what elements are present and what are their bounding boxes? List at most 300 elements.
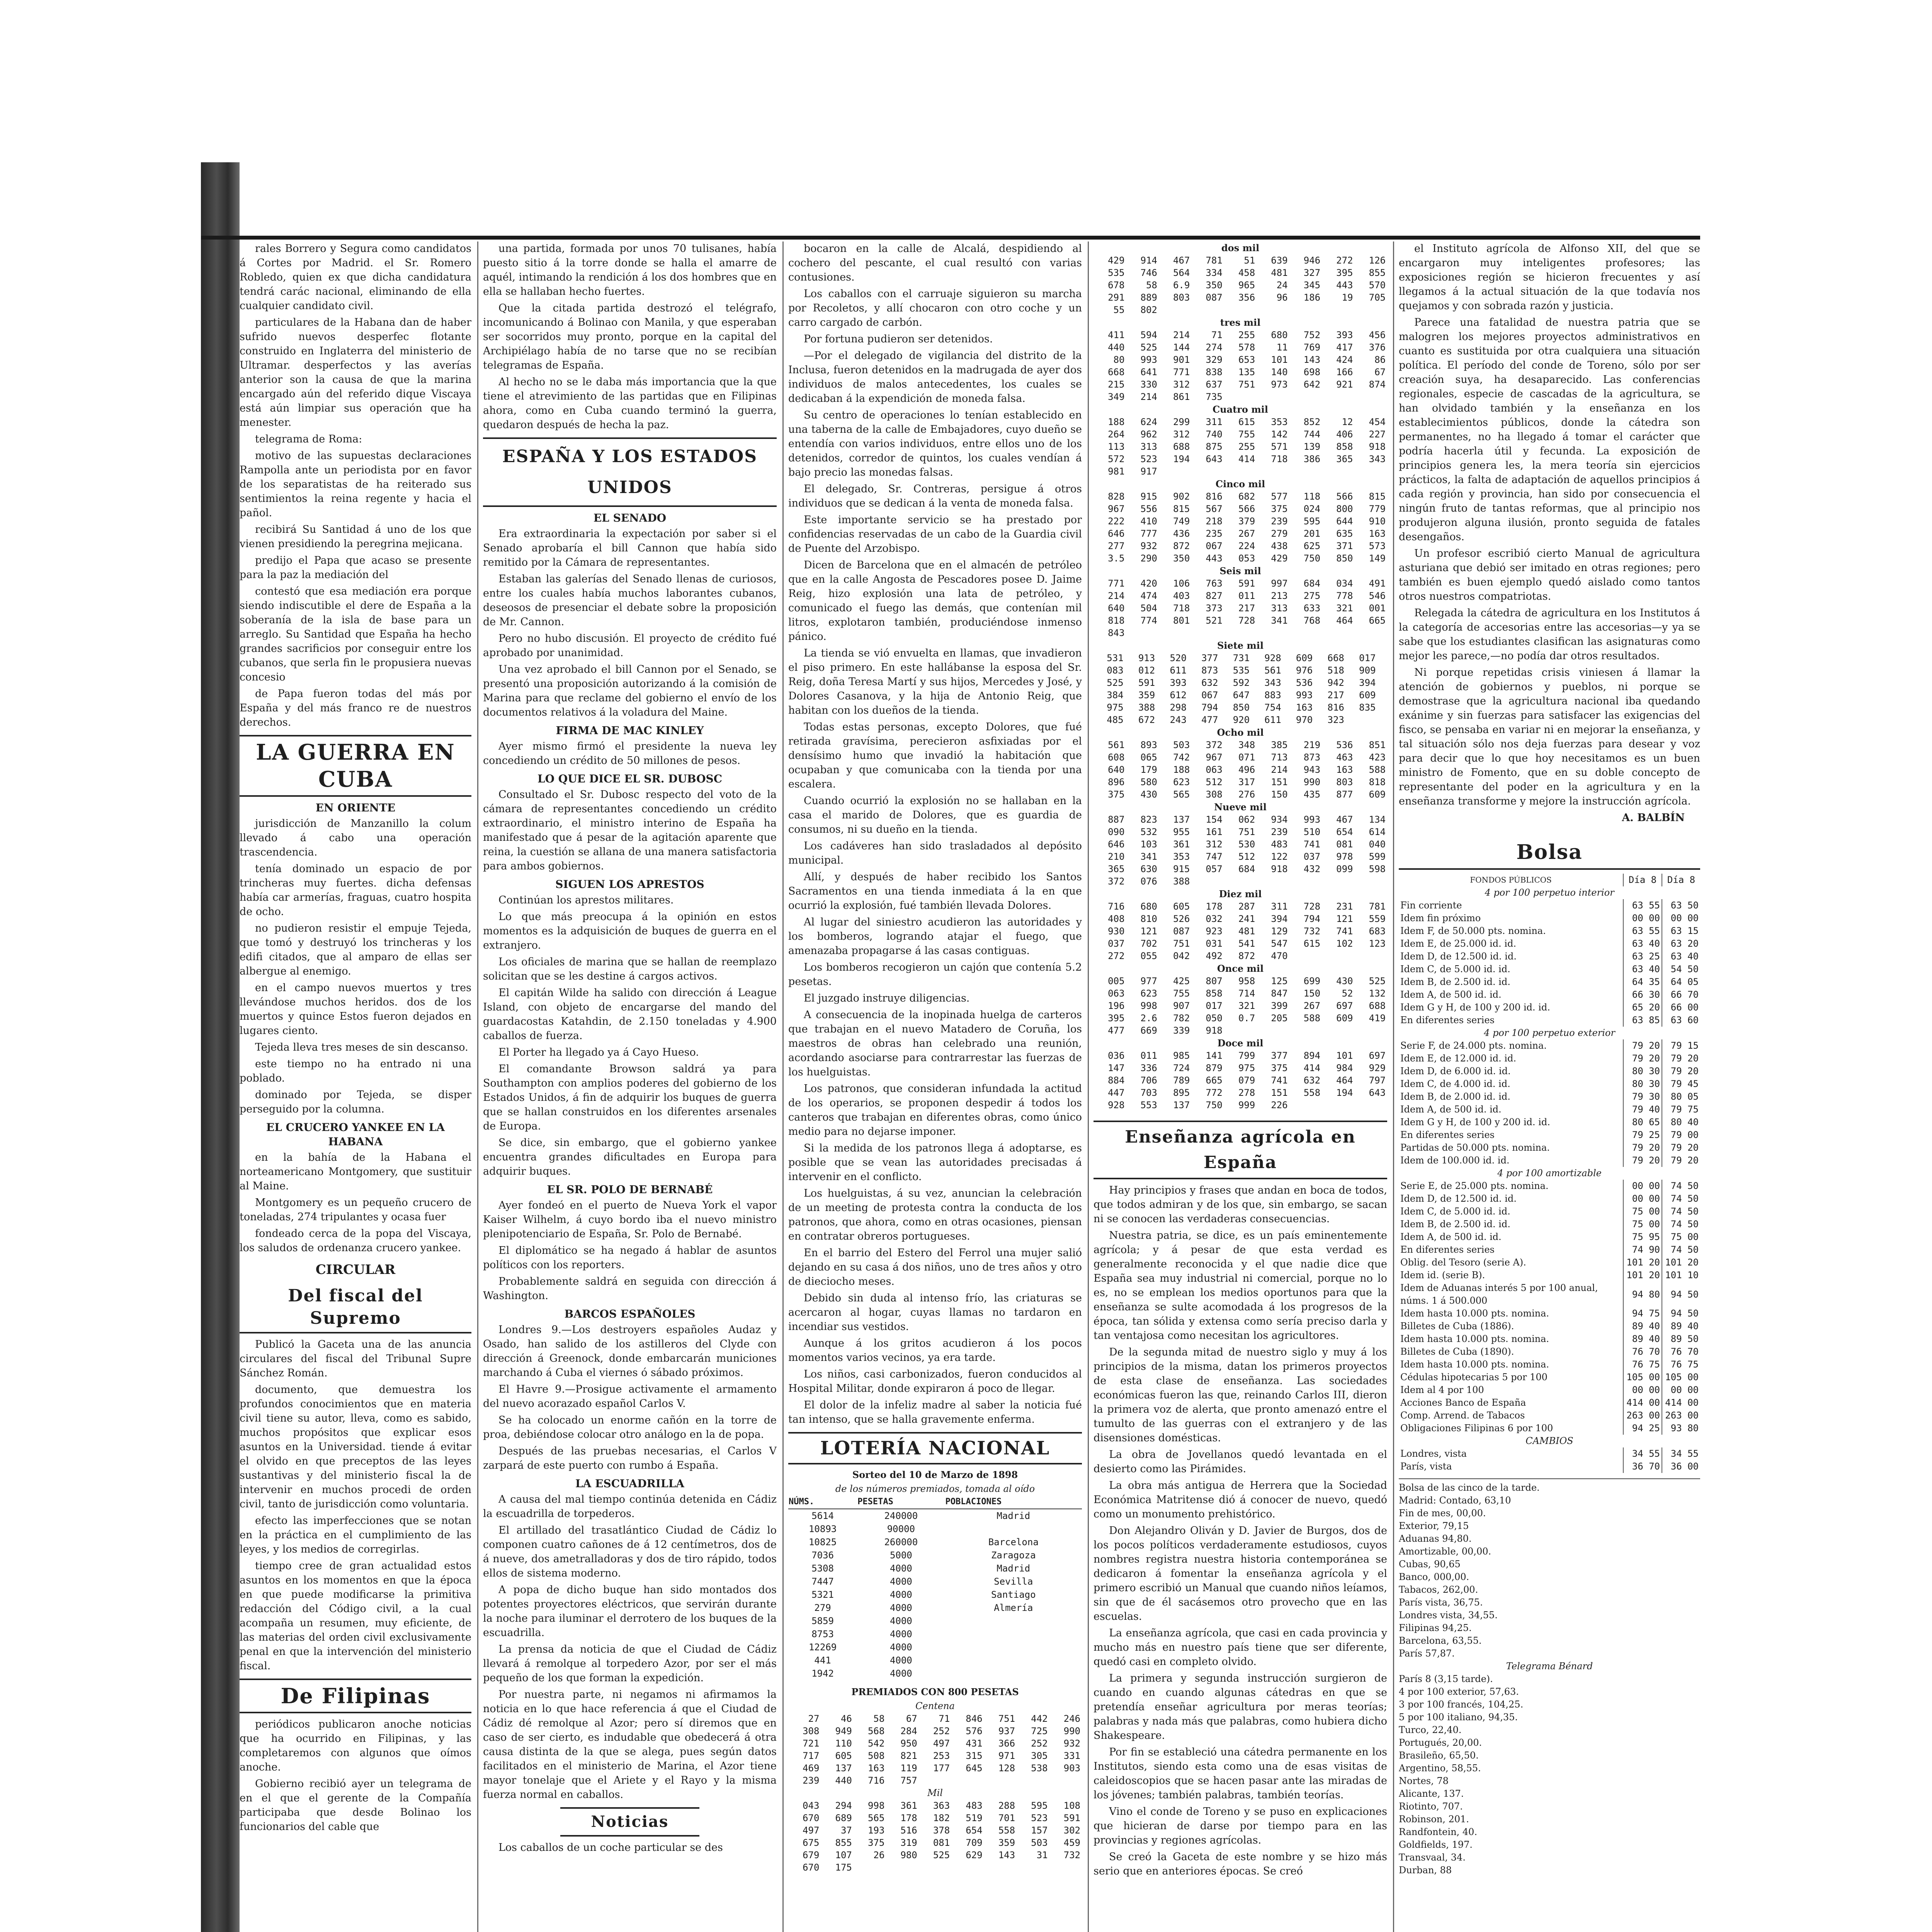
number-cell: 751 (1238, 827, 1255, 837)
paragraph: Nuestra patria, se dice, es un país eminentemente agrícola; y á pesar de que esta verdad es generalmente reconocida y el que nadie dice que España sea muy industrial ni comercial, porque no lo es, no se emplean los medios oportunos para que la enseñanza se sulte acomodada á los progresos de la época, tan sólida y extensa como sería preciso darla y tan ventajosa como necesitan los agricultores. (1094, 1230, 1387, 1342)
number-cell: 053 (1238, 553, 1255, 564)
number-cell: 186 (1303, 292, 1321, 303)
number-row (1094, 391, 1387, 403)
number-cell: 287 (1238, 901, 1255, 912)
number-row (1094, 440, 1387, 453)
number-cell: 772 (1206, 1087, 1223, 1098)
number-cell (854, 1861, 886, 1874)
number-cell: 365 (1336, 454, 1353, 464)
paragraph: La obra de Jovellanos quedó levantada en el desierto como las Pirámides. (1094, 1449, 1387, 1475)
number-cell: 496 (1238, 764, 1255, 775)
number-row (1094, 527, 1387, 540)
number-cell: 431 (966, 1738, 983, 1749)
number-cell: 86 (1374, 354, 1386, 365)
number-cell: 142 (1271, 429, 1288, 440)
paragraph: El comandante Browson saldrá ya para Southampton con amplios poderes del gobierno de los Estados Unidos, á fin de adquirir los buques de guerra que se hallan construidos en los diferentes arsenales de Europa. (483, 1063, 777, 1132)
number-cell: 873 (1201, 665, 1218, 676)
bolsa-item-label: Idem G y H, de 100 y 200 id. id. (1400, 1002, 1550, 1013)
number-cell: 447 (1108, 1087, 1125, 1098)
number-cell: 740 (1206, 429, 1223, 440)
bolsa-value: 80 30 (1623, 1078, 1662, 1090)
number-cell: 253 (933, 1750, 950, 1761)
number-cell: 149 (1369, 553, 1386, 564)
number-cell: 414 (1238, 454, 1255, 464)
number-cell: 741 (1336, 926, 1353, 937)
bolsa-value: 79 00 (1662, 1129, 1700, 1141)
number-cell: 721 (803, 1738, 820, 1749)
table-row (1399, 1231, 1700, 1243)
number-row (1094, 677, 1387, 689)
paragraph: La tienda se vió envuelta en llamas, que invadieron el piso primero. En este hallábanse la esposa del Sr. Reig, doña Teresa Martí y sus hijos, Mercedes y José, y Dolores Casanova, y la hija de Antonio Reig, que habitan con los dueños de la tienda. (788, 647, 1082, 716)
number-cell: 535 (1108, 267, 1125, 278)
number-cell: 52 (1342, 988, 1353, 999)
table-row (788, 1667, 1082, 1680)
number-cell: 128 (998, 1763, 1015, 1774)
number-cell: 998 (867, 1800, 885, 1811)
number-cell: 011 (1140, 1050, 1157, 1061)
number-cell: 339 (1173, 1025, 1190, 1036)
number-cell: 637 (1206, 379, 1223, 390)
number-cell: 858 (1336, 441, 1353, 452)
number-cell: 081 (933, 1837, 950, 1848)
number-cell: 970 (1296, 714, 1313, 725)
number-cell: 633 (1303, 603, 1321, 614)
number-cell: 918 (1206, 1025, 1223, 1036)
bolsa-value: 63 55 (1623, 925, 1662, 937)
bolsa-value: 36 00 (1662, 1460, 1700, 1473)
paragraph: el Instituto agrícola de Alfonso XII, del que se encargaron muy inteligentes profesores; las exposiciones región se hicieron frecuentes y así llegamos á la actual situación de la que todavía nos quejamos y con sobrada razón y justicia. (1399, 243, 1700, 312)
number-cell: 80 (1113, 354, 1125, 365)
number-cell: 157 (1031, 1825, 1048, 1836)
table-row (788, 1601, 1082, 1614)
lottery-date: Sorteo del 10 de Marzo de 1898 (852, 1469, 1018, 1480)
bolsa-item-label: Idem C, de 5.000 id. id. (1400, 1206, 1510, 1217)
number-cell: 929 (1369, 1063, 1386, 1073)
number-cell: 126 (1369, 255, 1386, 266)
number-cell: 246 (1063, 1713, 1080, 1724)
number-cell: 311 (1206, 417, 1223, 427)
number-cell (1017, 1774, 1049, 1787)
column-3 (788, 242, 1082, 1932)
number-cell: 308 (1206, 789, 1223, 800)
number-cell: 312 (1173, 379, 1190, 390)
number-cell (1322, 465, 1354, 478)
number-cell: 570 (1369, 280, 1386, 291)
number-cell: 057 (1206, 864, 1223, 874)
number-cell (1191, 875, 1224, 888)
number-cell: 420 (1140, 578, 1157, 589)
table-cell: 5000 (889, 1550, 912, 1561)
number-cell: 076 (1140, 876, 1157, 887)
number-cell: 993 (1303, 814, 1321, 825)
number-cell: 893 (1140, 740, 1157, 750)
table-row (1399, 1103, 1700, 1116)
bolsa-value: 263 00 (1662, 1409, 1700, 1422)
number-row (1094, 975, 1387, 987)
number-cell: 591 (1138, 677, 1155, 688)
number-row (1094, 1074, 1387, 1087)
table-row (1399, 1447, 1700, 1460)
column-2 (483, 242, 777, 1932)
number-cell: 079 (1238, 1075, 1255, 1086)
number-cell: 932 (1140, 541, 1157, 551)
number-row (1094, 1049, 1387, 1062)
number-cell: 440 (835, 1775, 852, 1786)
table-cell: 10825 (808, 1537, 837, 1548)
number-cell: 895 (1173, 1087, 1190, 1098)
number-cell: 226 (1271, 1100, 1288, 1111)
number-cell: 087 (1173, 926, 1190, 937)
number-cell: 403 (1173, 590, 1190, 601)
number-cell: 477 (1108, 1025, 1125, 1036)
number-cell: 923 (1206, 926, 1223, 937)
number-cell: 298 (1170, 702, 1187, 713)
number-cell: 96 (1276, 292, 1288, 303)
number-row (1094, 552, 1387, 565)
subheading: EL CRUCERO YANKEE EN LA HABANA (266, 1121, 445, 1148)
number-cell (1257, 875, 1289, 888)
number-cell (1322, 1024, 1354, 1037)
number-cell: 680 (1271, 330, 1288, 340)
paragraph: Los huelguistas, á su vez, anuncian la celebración de un meeting de protesta contra la conducta de los patronos, que ahora, como en otras ocasiones, piensan en contratar obreros portugueses. (788, 1187, 1082, 1242)
bolsa-closing-line: Cubas, 90,65 (1399, 1559, 1461, 1570)
lottery-group-label: Ocho mil (1217, 727, 1264, 738)
number-cell: 519 (966, 1813, 983, 1823)
number-cell: 063 (1206, 764, 1223, 775)
paragraph: Cuando ocurrió la explosión no se hallaban en la casa el marido de Dolores, que es guardia de consumos, ni su dueño en la tienda. (788, 795, 1082, 835)
number-cell: 823 (1140, 814, 1157, 825)
paragraph: Parece una fatalidad de nuestra patria que se malogren los mejores proyectos administrativos en cuanto es sustituida por otra cualquiera una situación política. El período del conde de Toreno, sólo por ser creación suya, ha desaparecido. Las conferencias regionales, especie de cascadas de la agricultura, se han olvidado también y la enseñanza en los establecimientos públicos, donde la cátedra son permanentes, no ha llegado á tomar el carácter que podría hacerla útil y fecunda. La exposición de principios genera les, la mera teoría sin ejercicios prácticos, la falta de adaptación de aquellos principios á cada región y provincia, han sido por consecuencia el ningún fruto de tantas reformas, que al principio nos produjeron alguna ilusión, pronto seguida de fatales desengaños. (1399, 316, 1700, 543)
number-cell: 769 (1303, 342, 1321, 353)
number-cell: 802 (1140, 304, 1157, 315)
number-cell: 144 (1173, 342, 1190, 353)
number-row (1094, 776, 1387, 788)
number-cell: 067 (1201, 690, 1218, 701)
bolsa-value: 75 00 (1623, 1205, 1662, 1218)
number-cell: 331 (1063, 1750, 1080, 1761)
table-row (788, 1654, 1082, 1667)
number-cell (1289, 304, 1322, 316)
number-cell (951, 1861, 984, 1874)
bolsa-group-label: 4 por 100 perpetuo exterior (1484, 1027, 1615, 1038)
bolsa-closing-line: Barcelona, 63,55. (1399, 1635, 1482, 1646)
table-cell: Almería (994, 1602, 1033, 1613)
number-cell: 134 (1369, 814, 1386, 825)
number-cell: 827 (1206, 590, 1223, 601)
number-cell: 624 (1140, 417, 1157, 427)
number-cell: 375 (867, 1837, 885, 1848)
number-cell: 684 (1238, 864, 1255, 874)
number-cell: 997 (1271, 578, 1288, 589)
paragraph: Un profesor escribió cierto Manual de agricultura asturiana que debió ser imitado en otras regiones; pero también es buen ejemplo quedó aislado como tantos otros nuestros compatriotas. (1399, 548, 1700, 602)
paragraph: dominado por Tejeda, se disper perseguido por la columna. (240, 1089, 471, 1115)
table-row (1399, 1460, 1700, 1473)
number-cell: 561 (1264, 665, 1281, 676)
bolsa-item-label: Partidas de 50.000 pts. nomina. (1400, 1142, 1550, 1153)
number-cell (1159, 465, 1191, 478)
number-cell: 609 (1336, 1013, 1353, 1024)
number-cell: 147 (1108, 1063, 1125, 1073)
number-row (1094, 354, 1387, 366)
number-cell: 508 (867, 1750, 885, 1761)
number-cell (1049, 1861, 1082, 1874)
number-cell: 855 (835, 1837, 852, 1848)
number-cell: 920 (1233, 714, 1250, 725)
number-cell: 284 (900, 1726, 917, 1736)
number-cell: 194 (1336, 1087, 1353, 1098)
bolsa-item-label: Idem B, de 2.500 id. id. (1400, 976, 1510, 987)
number-cell: 239 (1271, 516, 1288, 527)
number-cell: 483 (966, 1800, 983, 1811)
number-cell: 732 (1063, 1850, 1080, 1861)
number-cell: 243 (1170, 714, 1187, 725)
paragraph: Después de las pruebas necesarias, el Carlos V zarpará de este puerto con rumbo á España. (483, 1445, 777, 1471)
number-cell: 101 (1271, 354, 1288, 365)
paragraph: Se creó la Gaceta de este nombre y se hizo más serio que en anteriores épocas. Se creó (1094, 1851, 1387, 1877)
number-cell: 313 (1140, 441, 1157, 452)
number-cell: 706 (1140, 1075, 1157, 1086)
number-cell: 884 (1108, 1075, 1125, 1086)
number-cell (1322, 1099, 1354, 1111)
number-cell: 464 (1336, 1075, 1353, 1086)
number-cell: 887 (1108, 814, 1125, 825)
number-cell: 556 (1140, 503, 1157, 514)
number-cell: 408 (1108, 913, 1125, 924)
number-cell: 520 (1170, 653, 1187, 663)
table-row (788, 1628, 1082, 1641)
number-cell: 341 (1140, 851, 1157, 862)
number-cell (1289, 1099, 1322, 1111)
number-cell: 835 (1359, 702, 1376, 713)
number-cell: 255 (1238, 441, 1255, 452)
number-cell: 521 (1206, 615, 1223, 626)
number-cell: 343 (1369, 454, 1386, 464)
number-cell: 750 (1206, 1100, 1223, 1111)
table-row (1399, 1218, 1700, 1231)
number-cell: 005 (1108, 976, 1125, 986)
table-cell: 12269 (808, 1642, 837, 1653)
number-cell: 803 (1173, 292, 1190, 303)
number-cell: 031 (1206, 938, 1223, 949)
bolsa-value: 89 50 (1662, 1333, 1700, 1345)
bolsa-telegram-line: París 8 (3,15 tarde). (1399, 1673, 1493, 1684)
number-cell: 062 (1238, 814, 1255, 825)
bolsa-telegram-line: Brasileño, 65,50. (1399, 1750, 1479, 1761)
number-cell: 042 (1173, 951, 1190, 961)
number-cell: 632 (1303, 1075, 1321, 1086)
number-cell: 424 (1336, 354, 1353, 365)
bolsa-value: 76 70 (1662, 1345, 1700, 1358)
paragraph: Montgomery es un pequeño crucero de toneladas, 274 tripulantes y ocasa fuer (240, 1197, 471, 1223)
number-row (1094, 304, 1387, 316)
number-cell: 605 (1173, 901, 1190, 912)
number-cell: 470 (1271, 951, 1288, 961)
column-header: PESETAS (857, 1495, 945, 1509)
bolsa-telegram-line: Goldfields, 197. (1399, 1839, 1473, 1850)
number-cell: 665 (1206, 1075, 1223, 1086)
bolsa-value: 63 60 (1662, 1014, 1700, 1027)
bolsa-item-label: Idem fin próximo (1400, 913, 1481, 923)
number-cell: 902 (1173, 491, 1190, 502)
number-cell: 728 (1238, 615, 1255, 626)
number-cell: 218 (1206, 516, 1223, 527)
number-row (1094, 291, 1387, 304)
number-cell: 915 (1173, 864, 1190, 874)
table-cell: 4000 (889, 1642, 912, 1653)
number-cell: 137 (1173, 1100, 1190, 1111)
number-cell: 752 (1303, 330, 1321, 340)
bolsa-item-label: Obligaciones Filipinas 6 por 100 (1400, 1423, 1553, 1434)
table-cell (945, 1641, 1082, 1654)
number-cell: 647 (1233, 690, 1250, 701)
number-cell: 828 (1108, 491, 1125, 502)
number-cell: 980 (900, 1850, 917, 1861)
number-cell: 744 (1303, 429, 1321, 440)
number-cell: 065 (1140, 752, 1157, 763)
bolsa-closing-line: París 57,87. (1399, 1648, 1455, 1659)
number-cell: 679 (803, 1850, 820, 1861)
number-cell: 532 (1140, 827, 1157, 837)
table-row (788, 1562, 1082, 1575)
paragraph: Ayer fondeó en el puerto de Nueva York el vapor Kaiser Wilhelm, á cuyo bordo iba el nuevo ministro plenipotenciario de España, Sr. Polo de Bernabé. (483, 1199, 777, 1240)
number-cell: 102 (1336, 938, 1353, 949)
table-cell: 260000 (884, 1537, 918, 1548)
number-cell: 757 (900, 1775, 917, 1786)
number-cell: 241 (1238, 913, 1255, 924)
table-cell: Madrid (997, 1563, 1031, 1574)
number-cell: 334 (1206, 267, 1223, 278)
number-cell: 239 (803, 1775, 820, 1786)
bolsa-item-label: Cédulas hipotecarias 5 por 100 (1400, 1372, 1548, 1383)
number-cell: 877 (1336, 789, 1353, 800)
number-cell: 614 (1369, 827, 1386, 837)
number-cell: 101 (1336, 1050, 1353, 1061)
number-cell (1224, 465, 1257, 478)
number-cell: 315 (966, 1750, 983, 1761)
lottery-group-table (1094, 416, 1387, 478)
number-cell (1377, 714, 1382, 726)
number-cell: 879 (1206, 1063, 1223, 1073)
number-cell: 410 (1140, 516, 1157, 527)
number-cell: 843 (1108, 628, 1125, 638)
number-cell: 643 (1369, 1087, 1386, 1098)
number-cell: 377 (1271, 1050, 1288, 1061)
bolsa-value: 89 40 (1623, 1333, 1662, 1345)
paragraph: El diplomático se ha negado á hablar de asuntos políticos con los reporters. (483, 1245, 777, 1271)
bolsa-value: 00 00 (1623, 912, 1662, 925)
column-1 (240, 242, 471, 1932)
number-cell: 467 (1336, 814, 1353, 825)
number-cell: 535 (1233, 665, 1250, 676)
number-cell: 272 (1108, 951, 1125, 961)
number-cell (1257, 1024, 1289, 1037)
bolsa-value: 74 50 (1662, 1192, 1700, 1205)
number-cell: 503 (1031, 1837, 1048, 1848)
bolsa-item-label: En diferentes series (1400, 1244, 1495, 1255)
number-cell: 137 (1173, 814, 1190, 825)
bolsa-item-label: Idem hasta 10.000 pts. nomina. (1400, 1359, 1549, 1370)
table-row (788, 1641, 1082, 1654)
number-cell (1322, 627, 1354, 639)
number-cell: 432 (1303, 864, 1321, 874)
number-cell: 132 (1369, 988, 1386, 999)
table-cell: 4000 (889, 1616, 912, 1626)
number-cell: 302 (1063, 1825, 1080, 1836)
bolsa-value: 74 50 (1662, 1218, 1700, 1231)
bolsa-value: 63 40 (1623, 963, 1662, 976)
number-cell: 443 (1206, 553, 1223, 564)
paragraph: La primera y segunda instrucción surgieron de cuando en cuando algunas cátedras en que se pretendía enseñar agricultura por meras teorías; palabras y nada más que palabras, como hubiera dicho Shakespeare. (1094, 1672, 1387, 1742)
number-cell: 873 (1303, 752, 1321, 763)
number-cell: 264 (1108, 429, 1125, 440)
table-row (1399, 1116, 1700, 1129)
bolsa-item-label: Idem D, de 6.000 id. id. (1400, 1066, 1511, 1077)
bolsa-value: 101 10 (1662, 1269, 1700, 1282)
number-cell: 497 (933, 1738, 950, 1749)
number-cell: 090 (1108, 827, 1125, 837)
number-cell (1355, 304, 1388, 316)
number-cell: 272 (1336, 255, 1353, 266)
bolsa-value: 79 30 (1623, 1090, 1662, 1103)
bolsa-item-label: Billetes de Cuba (1890). (1400, 1346, 1514, 1357)
number-cell: 443 (1336, 280, 1353, 291)
number-row (788, 1737, 1082, 1750)
paragraph: en el campo nuevos muertos y tres llevándose muchos heridos. dos de los muertos y quince Estos fueron dejados en lugares ciento. (240, 982, 471, 1037)
number-cell (1289, 465, 1322, 478)
number-cell: 252 (933, 1726, 950, 1736)
paragraph: una partida, formada por unos 70 tulisanes, había puesto sitio á la torre donde se halla el amarre de aquél, intimando la rendición á los dos hombres que en ella se hallaban hecho fuertes. (483, 243, 777, 298)
number-cell: 699 (1303, 976, 1321, 986)
bolsa-item-label: Idem de 100.000 id. id. (1400, 1155, 1510, 1166)
number-cell: 419 (1369, 1013, 1386, 1024)
number-cell: 37 (840, 1825, 852, 1836)
number-cell: 588 (1303, 1013, 1321, 1024)
number-cell: 875 (1206, 441, 1223, 452)
number-cell: 810 (1140, 913, 1157, 924)
column-separator (1393, 242, 1394, 1932)
lottery-main-table (788, 1495, 1082, 1680)
bolsa-group-row (1399, 1435, 1700, 1447)
number-cell: 372 (1108, 876, 1125, 887)
number-cell: 883 (1264, 690, 1281, 701)
number-cell: 768 (1303, 615, 1321, 626)
number-cell: 321 (1336, 603, 1353, 614)
number-cell: 210 (1108, 851, 1125, 862)
bolsa-closing-line: Londres vista, 34,55. (1399, 1610, 1498, 1621)
number-cell: 915 (1140, 491, 1157, 502)
number-cell: 918 (1271, 864, 1288, 874)
paragraph: Publicó la Gaceta una de las anuncia circulares del fiscal del Tribunal Supre Sánchez Román. (240, 1338, 471, 1379)
number-cell: 399 (1271, 1000, 1288, 1011)
number-cell: 350 (1173, 553, 1190, 564)
number-cell (1224, 627, 1257, 639)
table-row (1399, 1384, 1700, 1396)
number-cell: 182 (933, 1813, 950, 1823)
number-row (1094, 329, 1387, 341)
number-cell: 818 (1369, 777, 1386, 787)
number-cell: 043 (803, 1800, 820, 1811)
bolsa-value: 63 20 (1662, 937, 1700, 950)
number-row (1094, 540, 1387, 552)
number-cell: 981 (1108, 466, 1125, 477)
number-cell: 914 (1140, 255, 1157, 266)
bolsa-value: 64 05 (1662, 976, 1700, 988)
number-cell: 081 (1336, 839, 1353, 850)
paragraph: Todas estas personas, excepto Dolores, que fué retirada gravísima, perecieron asfixiadas por el densísimo humo que invadió la habitación que ocupaban y que comunicaba con la tienda por una escalera. (788, 721, 1082, 790)
number-cell: 123 (1369, 938, 1386, 949)
paragraph: El Havre 9.—Prosigue activamente el armamento del nuevo acorazado español Carlos V. (483, 1383, 777, 1410)
table-cell (945, 1522, 1082, 1536)
